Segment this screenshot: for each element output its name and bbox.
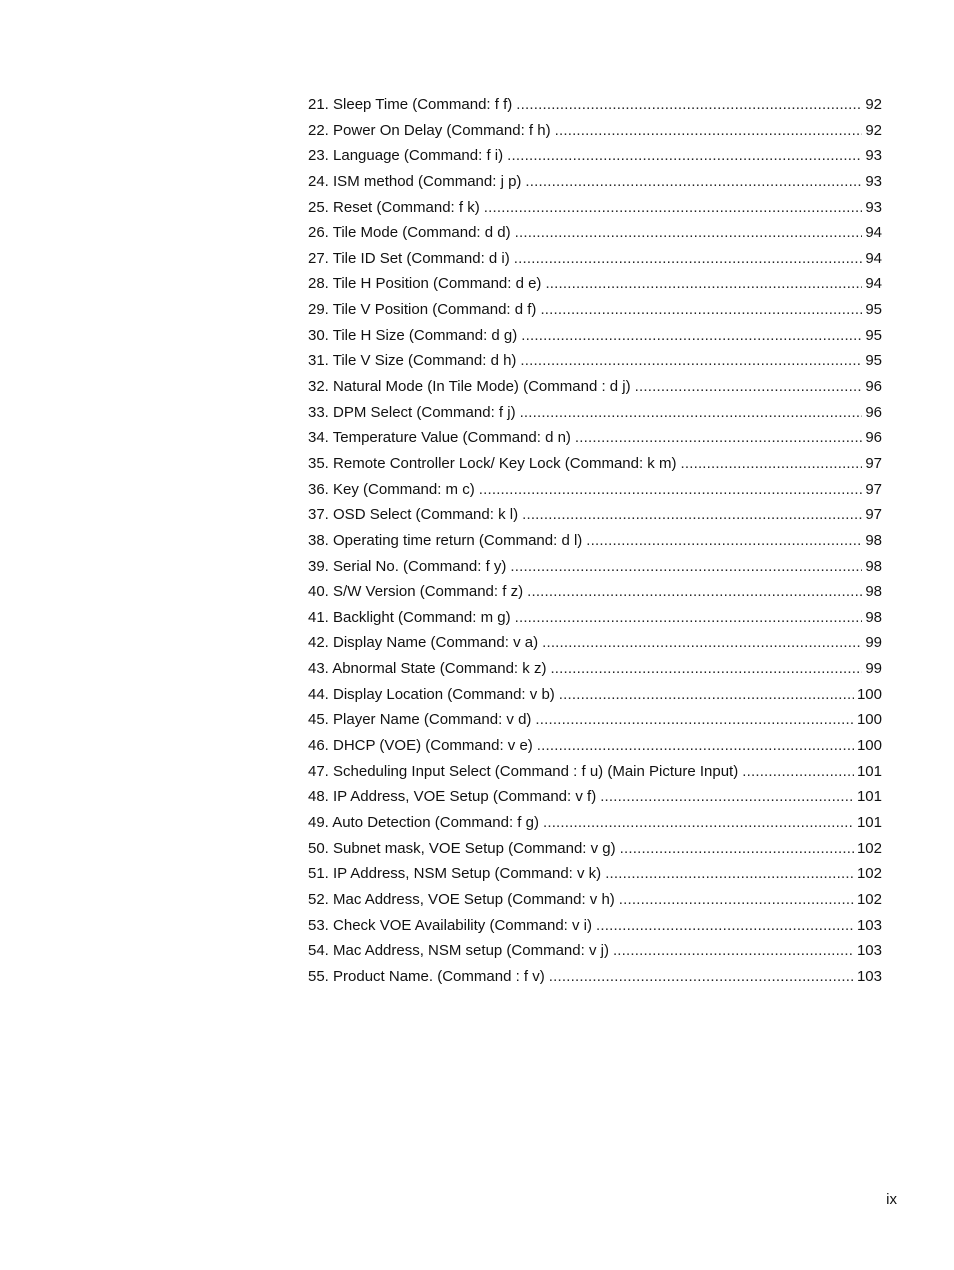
toc-entry[interactable] <box>308 92 882 118</box>
toc-entry-title: 35. Remote Controller Lock/ Key Lock (Command: k m) <box>308 454 677 472</box>
toc-entry-page: 98 <box>865 583 882 601</box>
toc-entry[interactable] <box>308 477 882 503</box>
toc-entry-title: 45. Player Name (Command: v d) <box>308 711 532 729</box>
toc-entry-page: 95 <box>865 326 882 344</box>
toc-entry-page: 97 <box>865 480 882 498</box>
toc-entry[interactable] <box>308 861 882 887</box>
dot-leader <box>575 425 862 451</box>
toc-entry-page: 92 <box>865 96 882 113</box>
toc-entry-title: 54. Mac Address, NSM setup (Command: v j) <box>308 942 609 960</box>
toc-entry-title: 47. Scheduling Input Select (Command : f u) (Main Picture Input) <box>308 762 739 780</box>
toc-entry-title: 43. Abnormal State (Command: k z) <box>308 660 547 678</box>
toc-entry-title: 33. DPM Select (Command: f j) <box>308 403 516 421</box>
toc-entry[interactable] <box>308 707 882 733</box>
toc-entry[interactable] <box>308 810 882 836</box>
toc-entry-title: 52. Mac Address, VOE Setup (Command: v h) <box>308 890 615 908</box>
dot-leader <box>515 605 863 631</box>
dot-leader <box>535 707 854 733</box>
toc-entry-title: 22. Power On Delay (Command: f h) <box>308 121 551 139</box>
toc-entry[interactable] <box>308 220 882 246</box>
dot-leader <box>549 964 854 990</box>
toc-entry-page: 100 <box>856 685 882 703</box>
toc-entry-title: 30. Tile H Size (Command: d g) <box>308 326 518 344</box>
toc-entry-title: 36. Key (Command: m c) <box>308 480 475 498</box>
toc-entry-title: 55. Product Name. (Command : f v) <box>308 967 545 985</box>
toc-entry-page: 92 <box>865 121 882 139</box>
dot-leader <box>540 297 862 323</box>
dot-leader <box>586 528 862 554</box>
toc-entry-page: 101 <box>856 762 882 780</box>
toc-entry-page: 103 <box>856 942 882 960</box>
toc-entry-page: 96 <box>865 429 882 447</box>
dot-leader <box>559 682 854 708</box>
toc-entry-title: 40. S/W Version (Command: f z) <box>308 583 524 601</box>
dot-leader <box>520 348 862 374</box>
dot-leader <box>555 118 863 144</box>
toc-entry-page: 99 <box>865 660 882 678</box>
toc-entry[interactable] <box>308 656 882 682</box>
toc-entry[interactable] <box>308 528 882 554</box>
toc-entry-page: 97 <box>865 454 882 472</box>
dot-leader <box>543 810 854 836</box>
toc-entry[interactable] <box>308 682 882 708</box>
toc-entry[interactable] <box>308 938 882 964</box>
dot-leader <box>507 143 862 169</box>
dot-leader <box>600 784 854 810</box>
toc-entry-title: 53. Check VOE Availability (Command: v i) <box>308 916 592 934</box>
dot-leader <box>742 759 854 785</box>
dot-leader <box>550 656 862 682</box>
toc-entry-page: 98 <box>865 608 882 626</box>
toc-entry-page: 93 <box>865 147 882 165</box>
toc-entry-page: 101 <box>856 788 882 806</box>
toc-entry[interactable] <box>308 425 882 451</box>
toc-entry-page: 96 <box>865 403 882 421</box>
toc-entry-title: 21. Sleep Time (Command: f f) <box>308 96 513 113</box>
toc-entry[interactable] <box>308 143 882 169</box>
toc-entry[interactable] <box>308 374 882 400</box>
toc-entry[interactable] <box>308 502 882 528</box>
toc-entry[interactable] <box>308 271 882 297</box>
toc-entry-page: 101 <box>856 813 882 831</box>
toc-entry-page: 94 <box>865 275 882 293</box>
dot-leader <box>620 836 854 862</box>
toc-entry-page: 95 <box>865 352 882 370</box>
toc-entry-title: 38. Operating time return (Command: d l) <box>308 531 583 549</box>
toc-entry-title: 26. Tile Mode (Command: d d) <box>308 224 511 242</box>
toc-entry-title: 34. Temperature Value (Command: d n) <box>308 429 571 447</box>
toc-entry[interactable] <box>308 579 882 605</box>
dot-leader <box>542 630 862 656</box>
toc-entry[interactable] <box>308 451 882 477</box>
toc-entry-title: 28. Tile H Position (Command: d e) <box>308 275 542 293</box>
dot-leader <box>596 913 854 939</box>
dot-leader <box>545 271 862 297</box>
toc-entry-title: 46. DHCP (VOE) (Command: v e) <box>308 737 533 755</box>
dot-leader <box>479 477 863 503</box>
dot-leader <box>484 195 863 221</box>
dot-leader <box>514 246 863 272</box>
toc-entry-page: 98 <box>865 557 882 575</box>
toc-entry[interactable] <box>308 169 882 195</box>
toc-entry[interactable] <box>308 297 882 323</box>
toc-entry-page: 103 <box>856 916 882 934</box>
toc-entry-page: 102 <box>856 839 882 857</box>
toc-entry[interactable] <box>308 887 882 913</box>
page-number: ix <box>886 1191 897 1208</box>
toc-entry-title: 32. Natural Mode (In Tile Mode) (Command : d j) <box>308 378 631 396</box>
dot-leader <box>537 733 854 759</box>
toc-entry-page: 102 <box>856 890 882 908</box>
dot-leader <box>605 861 854 887</box>
toc-entry[interactable] <box>308 733 882 759</box>
table-of-contents <box>308 92 882 989</box>
toc-entry-title: 27. Tile ID Set (Command: d i) <box>308 249 510 267</box>
toc-entry-page: 94 <box>865 224 882 242</box>
dot-leader <box>522 502 862 528</box>
toc-entry[interactable] <box>308 605 882 631</box>
toc-entry[interactable] <box>308 348 882 374</box>
toc-entry-page: 103 <box>856 967 882 985</box>
toc-entry-title: 25. Reset (Command: f k) <box>308 198 480 216</box>
toc-entry-title: 51. IP Address, NSM Setup (Command: v k) <box>308 865 602 883</box>
toc-entry[interactable] <box>308 246 882 272</box>
toc-entry[interactable] <box>308 784 882 810</box>
toc-entry-title: 42. Display Name (Command: v a) <box>308 634 539 652</box>
toc-entry-title: 39. Serial No. (Command: f y) <box>308 557 507 575</box>
toc-entry-page: 94 <box>865 249 882 267</box>
toc-entry-page: 97 <box>865 506 882 524</box>
toc-entry-title: 50. Subnet mask, VOE Setup (Command: v g) <box>308 839 616 857</box>
dot-leader <box>521 323 862 349</box>
toc-entry-page: 99 <box>865 634 882 652</box>
toc-entry-page: 100 <box>856 737 882 755</box>
dot-leader <box>635 374 863 400</box>
toc-entry[interactable] <box>308 836 882 862</box>
toc-entry-page: 93 <box>865 172 882 190</box>
dot-leader <box>613 938 854 964</box>
toc-entry[interactable] <box>308 913 882 939</box>
toc-entry[interactable] <box>308 195 882 221</box>
toc-entry-page: 100 <box>856 711 882 729</box>
toc-entry[interactable] <box>308 400 882 426</box>
toc-entry[interactable] <box>308 554 882 580</box>
toc-entry-page: 98 <box>865 531 882 549</box>
dot-leader <box>680 451 862 477</box>
dot-leader <box>516 92 862 118</box>
toc-entry-title: 41. Backlight (Command: m g) <box>308 608 511 626</box>
toc-entry-title: 24. ISM method (Command: j p) <box>308 172 522 190</box>
toc-entry-title: 29. Tile V Position (Command: d f) <box>308 301 537 319</box>
dot-leader <box>619 887 854 913</box>
toc-entry-title: 44. Display Location (Command: v b) <box>308 685 555 703</box>
dot-leader <box>527 579 862 605</box>
toc-entry-page: 96 <box>865 378 882 396</box>
toc-entry-page: 93 <box>865 198 882 216</box>
toc-entry-page: 95 <box>865 301 882 319</box>
dot-leader <box>515 220 863 246</box>
dot-leader <box>510 554 862 580</box>
toc-entry-title: 31. Tile V Size (Command: d h) <box>308 352 517 370</box>
toc-entry[interactable] <box>308 964 882 990</box>
dot-leader <box>525 169 862 195</box>
toc-entry-title: 48. IP Address, VOE Setup (Command: v f) <box>308 788 597 806</box>
dot-leader <box>520 400 863 426</box>
toc-entry[interactable] <box>308 759 882 785</box>
toc-entry-title: 37. OSD Select (Command: k l) <box>308 506 519 524</box>
toc-entry-title: 49. Auto Detection (Command: f g) <box>308 813 539 831</box>
toc-entry[interactable] <box>308 630 882 656</box>
toc-entry[interactable] <box>308 323 882 349</box>
toc-entry[interactable] <box>308 118 882 144</box>
toc-entry-title: 23. Language (Command: f i) <box>308 147 504 165</box>
toc-entry-page: 102 <box>856 865 882 883</box>
